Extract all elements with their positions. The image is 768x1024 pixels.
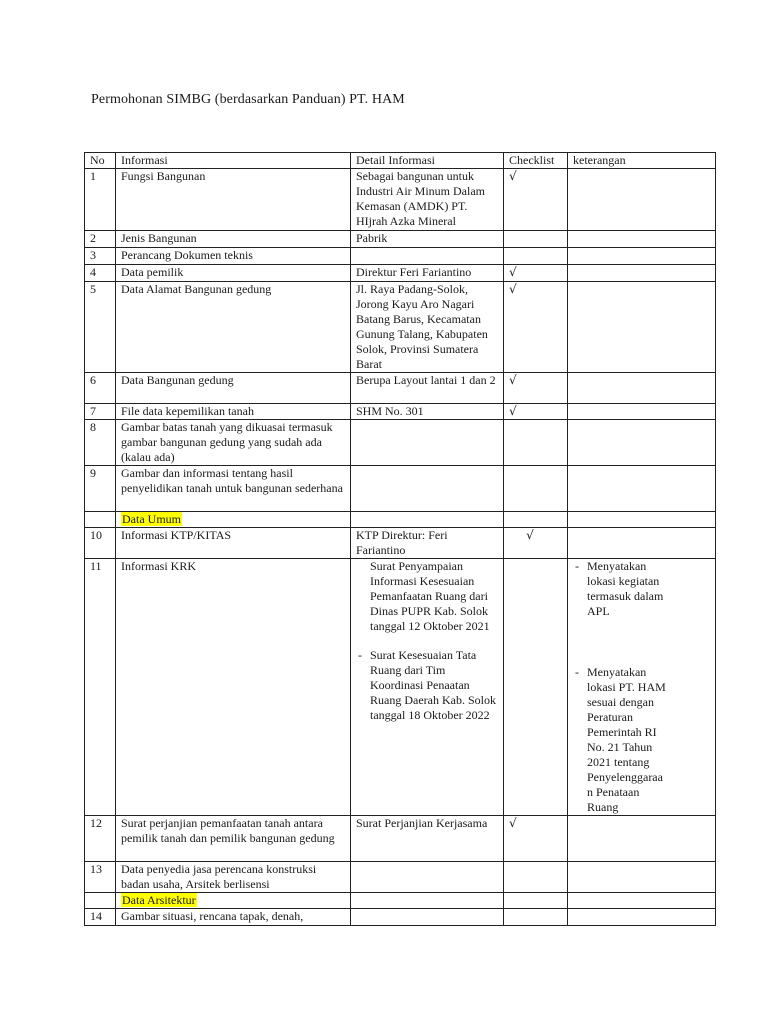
row-number: 13 <box>85 862 116 893</box>
row-informasi: Gambar dan informasi tentang hasil penyelidikan tanah untuk bangunan sederhana <box>116 466 351 512</box>
row-detail <box>351 420 504 466</box>
table-row <box>85 373 716 404</box>
row-keterangan <box>568 559 716 816</box>
checkmark-icon: √ <box>509 282 517 296</box>
row-detail <box>351 248 504 265</box>
row-checklist <box>504 282 568 373</box>
row-keterangan <box>568 909 716 926</box>
row-informasi: Data Alamat Bangunan gedung <box>116 282 351 373</box>
row-checklist <box>504 909 568 926</box>
row-number: 8 <box>85 420 116 466</box>
keterangan-item-1: - Menyatakan lokasi kegiatan termasuk dalam APL <box>575 559 664 618</box>
checkmark-icon: √ <box>509 265 517 279</box>
row-keterangan <box>568 282 716 373</box>
row-number: 3 <box>85 248 116 265</box>
row-checklist <box>504 559 568 816</box>
row-keterangan <box>568 265 716 282</box>
header-keterangan: keterangan <box>568 153 716 169</box>
table-row <box>85 420 716 466</box>
table-row <box>85 466 716 512</box>
table-row <box>85 816 716 862</box>
detail-item-1: Surat Penyampaian Informasi Kesesuaian Pemanfaatan Ruang dari Dinas PUPR Kab. Solok tanggal 12 Oktober 2021 <box>370 559 490 633</box>
row-detail: KTP Direktur: Feri Fariantino <box>351 528 504 559</box>
row-informasi: File data kepemilikan tanah <box>116 404 351 420</box>
row-checklist <box>504 404 568 420</box>
row-checklist <box>504 169 568 231</box>
row-detail <box>351 466 504 512</box>
header-detail-informasi: Detail Informasi <box>351 153 504 169</box>
bullet-dash: - <box>575 665 579 679</box>
section-row-data-arsitektur <box>85 893 716 909</box>
checkmark-icon: √ <box>509 169 517 183</box>
checkmark-icon: √ <box>509 404 517 418</box>
row-detail <box>351 862 504 893</box>
keterangan-item-2: - Menyatakan lokasi PT. HAM sesuai dengan Peraturan Pemerintah RI No. 21 Tahun 2021 tentang Penyelenggaraa n Penataan Ruang <box>575 665 666 814</box>
table-row <box>85 169 716 231</box>
row-checklist <box>504 373 568 404</box>
table-row <box>85 248 716 265</box>
row-informasi: Gambar batas tanah yang dikuasai termasuk gambar bangunan gedung yang sudah ada (kalau ada) <box>116 420 351 466</box>
row-keterangan <box>568 169 716 231</box>
row-informasi: Informasi KRK <box>116 559 351 816</box>
row-keterangan <box>568 231 716 248</box>
bullet-dash: - <box>358 648 362 662</box>
row-checklist <box>504 248 568 265</box>
row-keterangan <box>568 420 716 466</box>
detail-item-2: - Surat Kesesuaian Tata Ruang dari Tim Koordinasi Penaatan Ruang Daerah Kab. Solok tanggal 18 Oktober 2022 <box>358 648 496 722</box>
row-detail: Jl. Raya Padang-Solok, Jorong Kayu Aro Nagari Batang Barus, Kecamatan Gunung Talang, Kabupaten Solok, Provinsi Sumatera Barat <box>351 282 504 373</box>
row-number: 4 <box>85 265 116 282</box>
row-detail: SHM No. 301 <box>351 404 504 420</box>
row-keterangan <box>568 528 716 559</box>
table-row <box>85 559 716 816</box>
table-row <box>85 404 716 420</box>
row-informasi: Surat perjanjian pemanfaatan tanah antara pemilik tanah dan pemilik bangunan gedung <box>116 816 351 862</box>
table-header-row <box>85 153 716 169</box>
table-row <box>85 231 716 248</box>
row-keterangan <box>568 466 716 512</box>
section-label-data-arsitektur: Data Arsitektur <box>122 893 196 907</box>
row-checklist <box>504 528 568 559</box>
table-row <box>85 265 716 282</box>
row-checklist <box>504 420 568 466</box>
checklist-table <box>84 152 716 926</box>
header-checklist: Checklist <box>504 153 568 169</box>
table-row <box>85 282 716 373</box>
row-informasi: Perancang Dokumen teknis <box>116 248 351 265</box>
header-informasi: Informasi <box>116 153 351 169</box>
row-informasi: Data penyedia jasa perencana konstruksi badan usaha, Arsitek berlisensi <box>116 862 351 893</box>
checkmark-icon: √ <box>509 816 517 830</box>
section-row-data-umum <box>85 512 716 528</box>
row-checklist <box>504 816 568 862</box>
row-detail: Pabrik <box>351 231 504 248</box>
row-keterangan <box>568 862 716 893</box>
row-number: 5 <box>85 282 116 373</box>
row-keterangan <box>568 816 716 862</box>
row-keterangan <box>568 248 716 265</box>
row-informasi: Data Bangunan gedung <box>116 373 351 404</box>
header-no: No <box>85 153 116 169</box>
row-number: 14 <box>85 909 116 926</box>
row-checklist <box>504 466 568 512</box>
table-row <box>85 862 716 893</box>
row-detail: Direktur Feri Fariantino <box>351 265 504 282</box>
document-title: Permohonan SIMBG (berdasarkan Panduan) PT. HAM <box>91 92 405 107</box>
row-detail: Sebagai bangunan untuk Industri Air Minum Dalam Kemasan (AMDK) PT. HIjrah Azka Mineral <box>351 169 504 231</box>
bullet-dash: - <box>575 559 579 573</box>
row-number: 7 <box>85 404 116 420</box>
row-detail <box>351 909 504 926</box>
row-number: 6 <box>85 373 116 404</box>
row-number: 12 <box>85 816 116 862</box>
section-label-data-umum: Data Umum <box>122 512 181 526</box>
row-detail: Berupa Layout lantai 1 dan 2 <box>351 373 504 404</box>
row-informasi: Fungsi Bangunan <box>116 169 351 231</box>
row-keterangan <box>568 404 716 420</box>
row-informasi: Data pemilik <box>116 265 351 282</box>
row-checklist <box>504 862 568 893</box>
checkmark-icon: √ <box>526 528 534 542</box>
row-detail: Surat Perjanjian Kerjasama <box>351 816 504 862</box>
row-number: 9 <box>85 466 116 512</box>
row-informasi: Gambar situasi, rencana tapak, denah, <box>116 909 351 926</box>
row-keterangan <box>568 373 716 404</box>
row-number: 11 <box>85 559 116 816</box>
row-checklist <box>504 265 568 282</box>
row-informasi: Jenis Bangunan <box>116 231 351 248</box>
row-number: 2 <box>85 231 116 248</box>
row-detail <box>351 559 504 816</box>
table-row <box>85 528 716 559</box>
row-number: 1 <box>85 169 116 231</box>
row-informasi: Informasi KTP/KITAS <box>116 528 351 559</box>
table-row <box>85 909 716 926</box>
row-number: 10 <box>85 528 116 559</box>
row-checklist <box>504 231 568 248</box>
checkmark-icon: √ <box>509 373 517 387</box>
